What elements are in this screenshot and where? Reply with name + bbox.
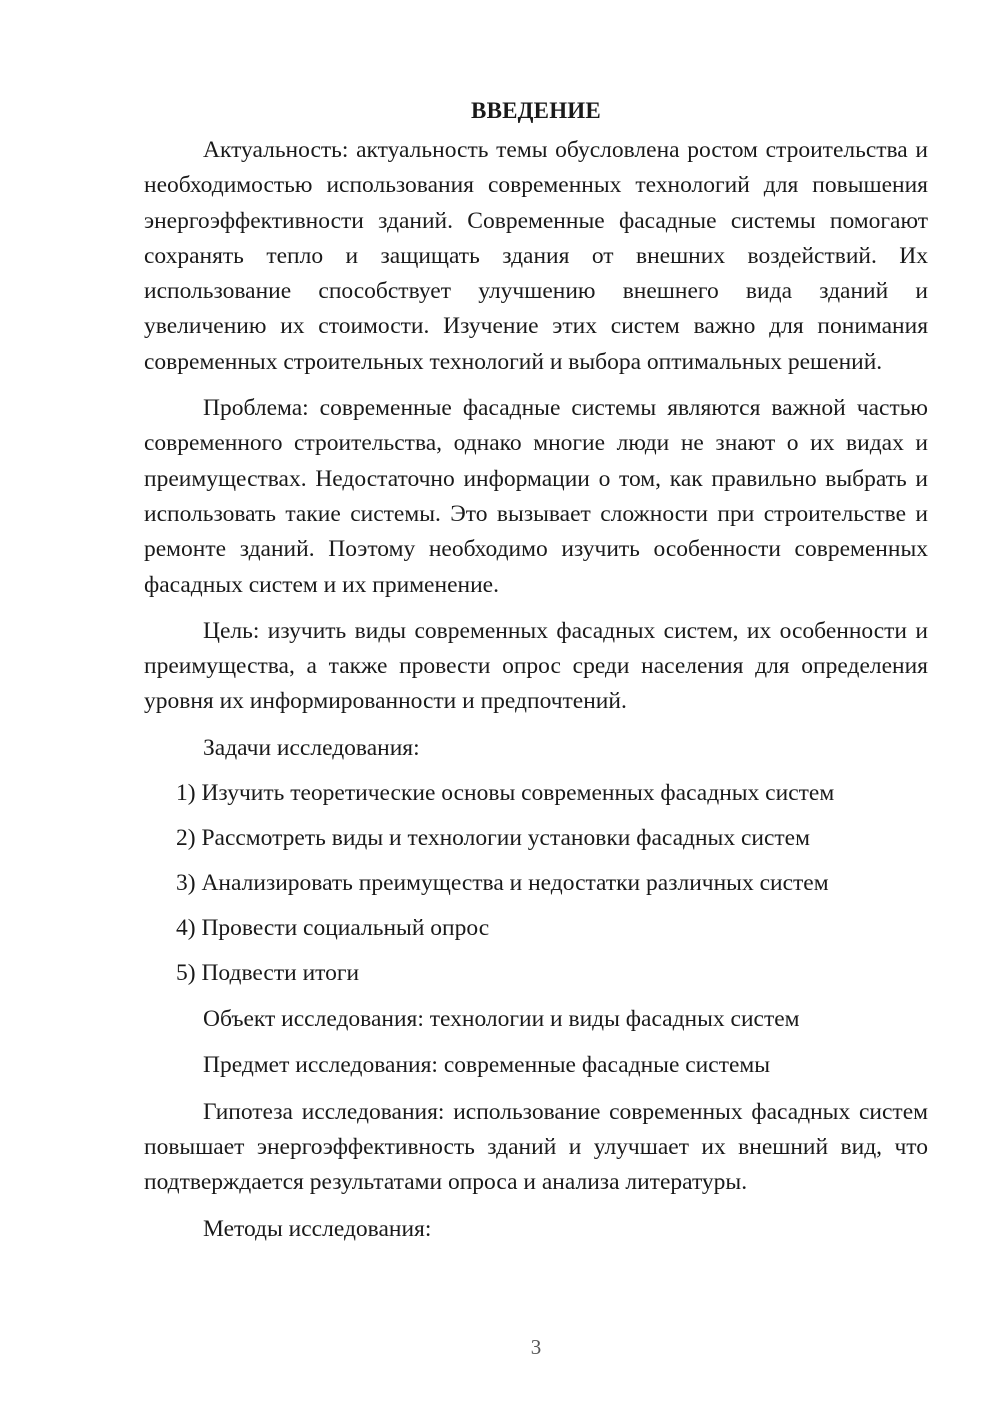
paragraph-hypothesis: Гипотеза исследования: использование современных фасадных систем повышает энергоэффективность зданий и улучшает их внешний вид, что подтверждается результатами опроса и анализа литературы.: [144, 1098, 928, 1196]
paragraph-problem: Проблема: современные фасадные системы являются важной частью современного строительства, однако многие люди не знают о их видах и преимуществах. Недостаточно информации о том, как правильно выбрать и использовать такие системы. Это вызывает сложности при строительстве и ремонте зданий. Поэтому необходимо изучить особенности современных фасадных систем и их применение.: [144, 395, 928, 598]
list-item: 5) Подвести итоги: [176, 960, 360, 987]
paragraph-object: Объект исследования: технологии и виды фасадных систем: [203, 1006, 800, 1033]
list-item: 2) Рассмотреть виды и технологии установки фасадных систем: [176, 825, 810, 852]
paragraph-relevance: Актуальность: актуальность темы обусловлена ростом строительства и необходимостью использования современных технологий для повышения энергоэффективности зданий. Современные фасадные системы помогают сохранять тепло и защищать здания от внешних воздействий. Их использование способствует улучшению внешнего вида зданий и увеличению их стоимости. Изучение этих систем важно для понимания современных строительных технологий и выбора оптимальных решений.: [144, 137, 928, 375]
paragraph-goal: Цель: изучить виды современных фасадных систем, их особенности и преимущества, а также провести опрос среди населения для определения уровня их информированности и предпочтений.: [144, 617, 928, 715]
paragraph-tasks-heading: Задачи исследования:: [203, 734, 420, 761]
paragraph-methods-heading: Методы исследования:: [203, 1215, 432, 1242]
page-content: [144, 95, 928, 1247]
list-item: 4) Провести социальный опрос: [176, 915, 490, 942]
page-number: 3: [530, 1335, 542, 1359]
paragraph-subject: Предмет исследования: современные фасадные системы: [203, 1052, 771, 1079]
list-item: 3) Анализировать преимущества и недостатки различных систем: [176, 870, 829, 897]
task-list: [144, 776, 928, 991]
list-item: 1) Изучить теоретические основы современных фасадных систем: [176, 780, 835, 807]
page-title: ВВЕДЕНИЕ: [471, 98, 601, 123]
